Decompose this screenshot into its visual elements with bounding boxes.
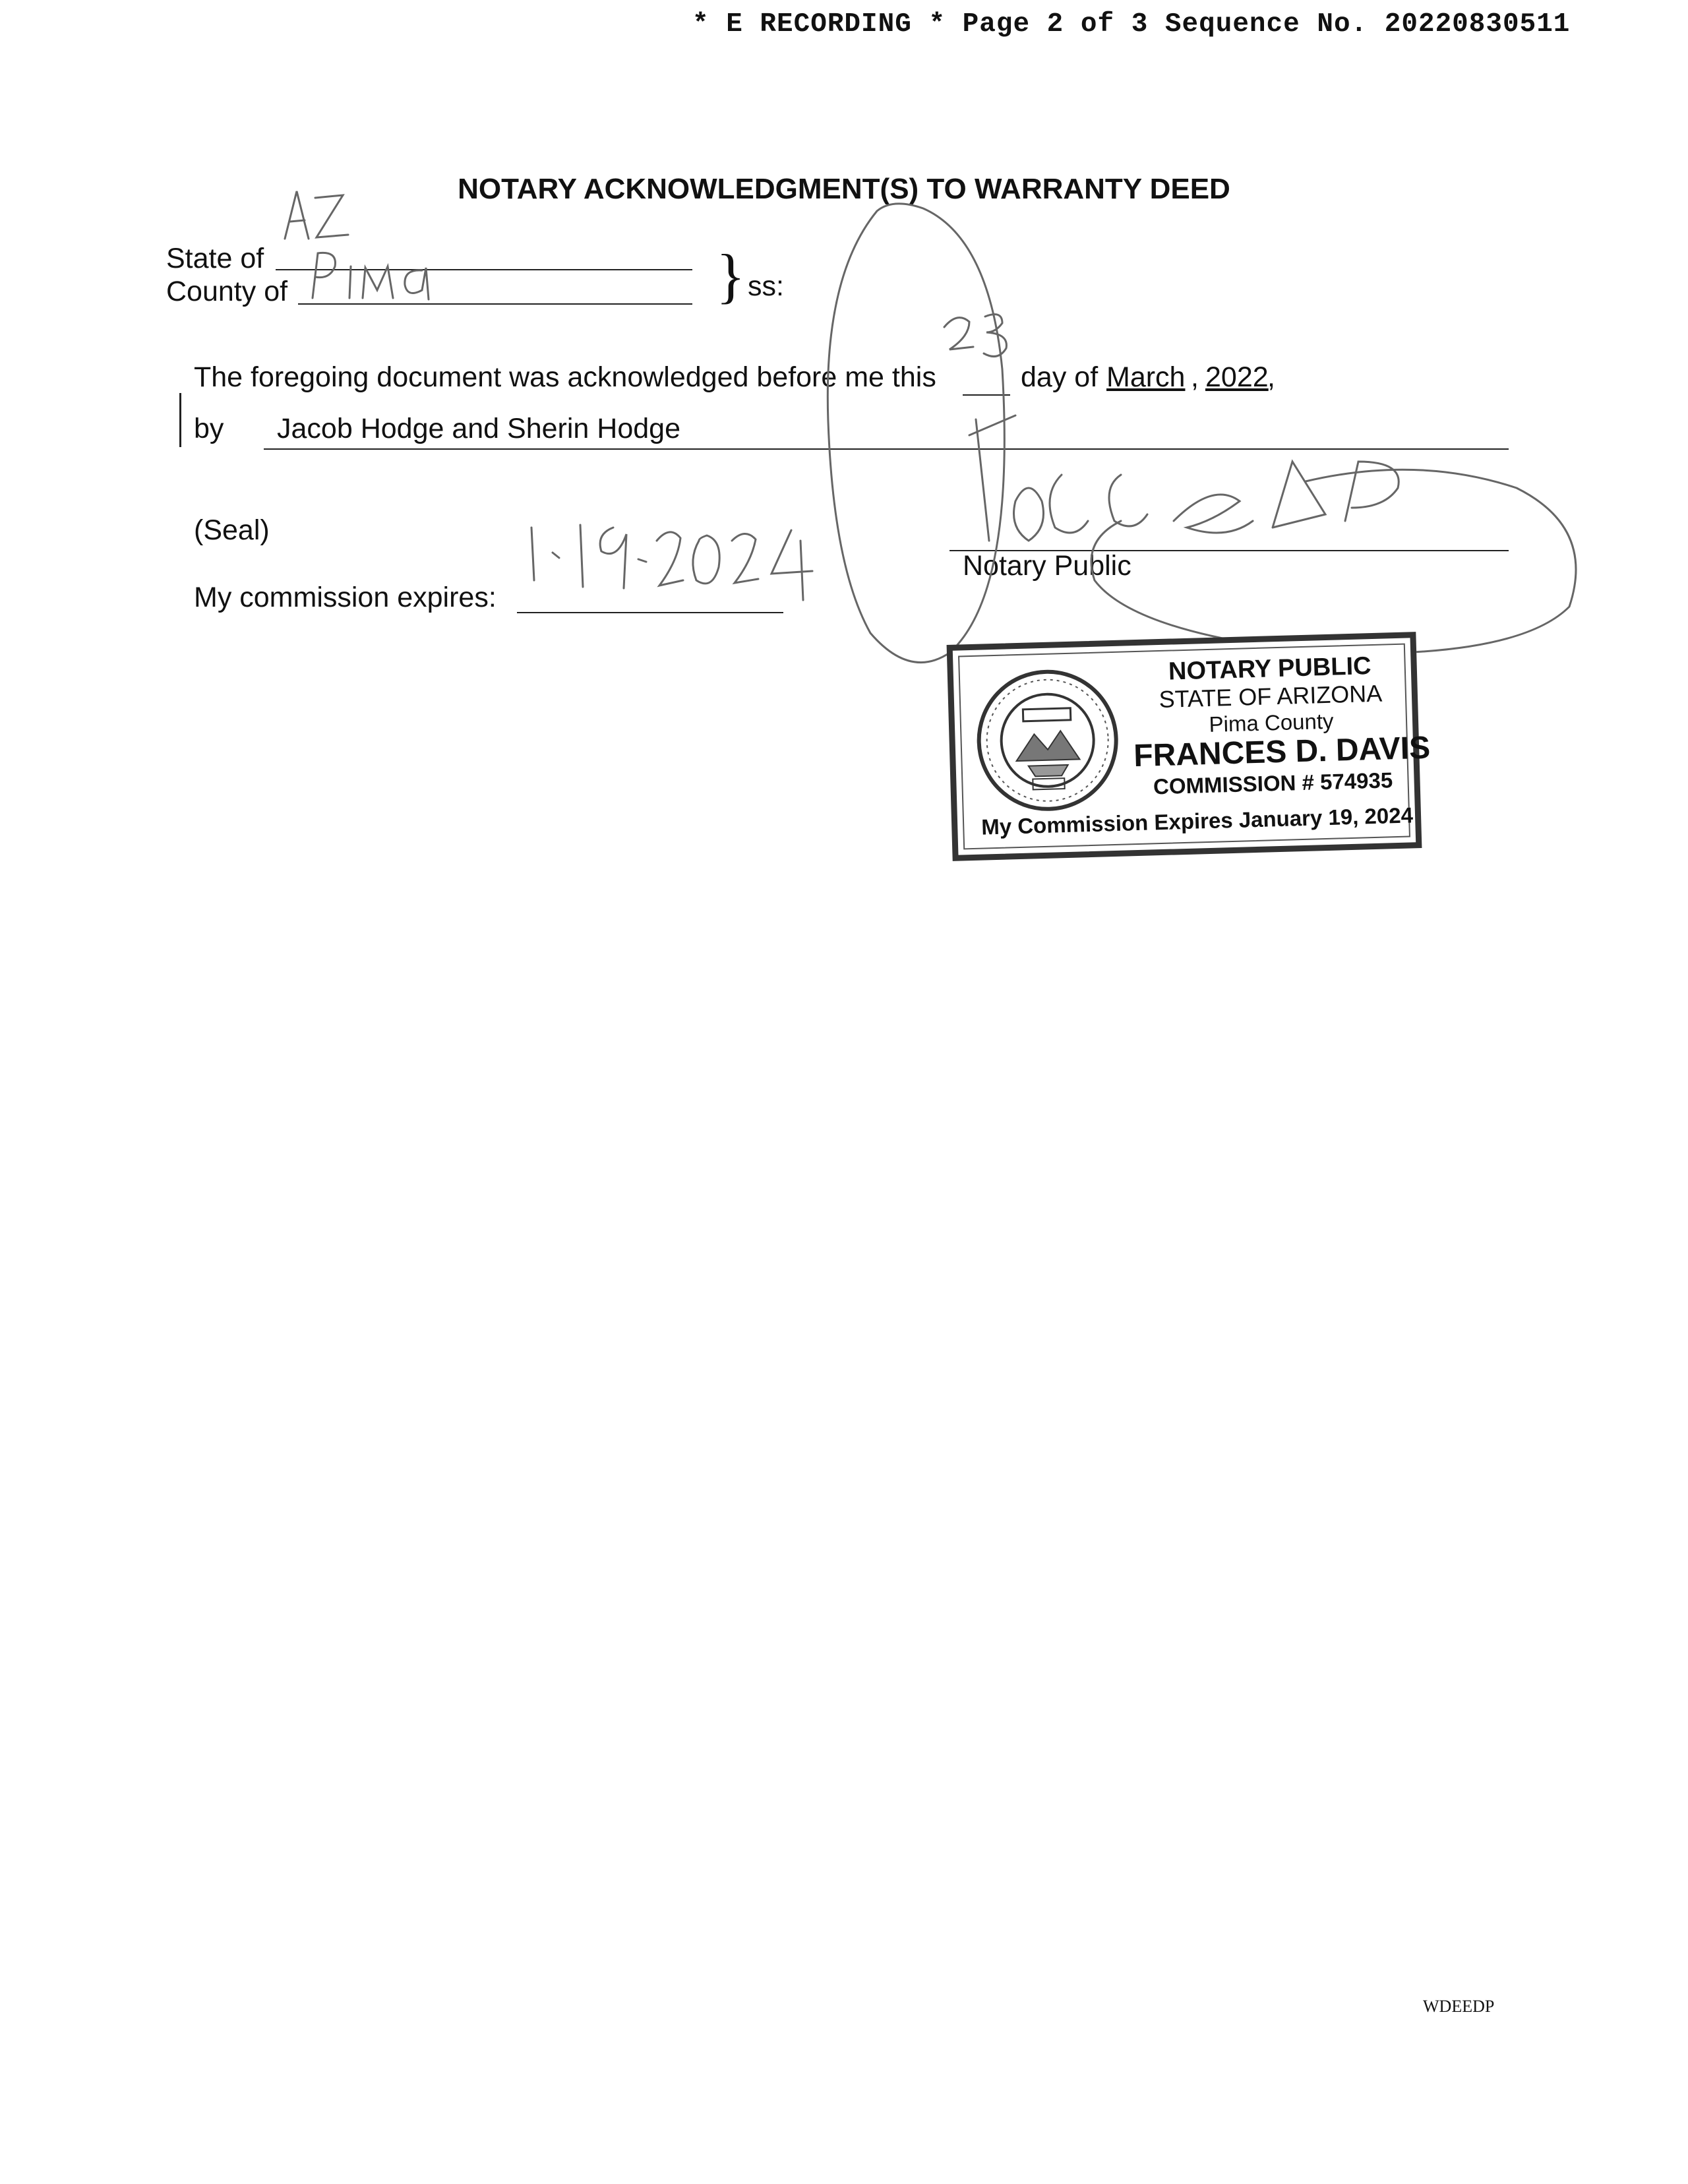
by-line — [264, 448, 1509, 450]
commission-line — [517, 612, 783, 613]
stamp-line-state: STATE OF ARIZONA — [1159, 679, 1383, 713]
seal-label: (Seal) — [194, 514, 270, 546]
county-label: County of — [166, 276, 288, 307]
stamp-line-commission: COMMISSION # 574935 — [1153, 768, 1393, 799]
form-code: WDEEDP — [1423, 1997, 1495, 2016]
handwriting-notary-signature — [969, 415, 1015, 541]
handwriting-commission-date — [531, 528, 534, 580]
stamp-line-name: FRANCES D. DAVIS — [1133, 730, 1431, 774]
document-title: NOTARY ACKNOWLEDGMENT(S) TO WARRANTY DEED — [458, 173, 1230, 205]
handwriting-day-23 — [944, 318, 973, 349]
day-line — [963, 394, 1010, 396]
stamp-line-county: Pima County — [1209, 708, 1334, 737]
ss-label: ss: — [748, 270, 784, 302]
arizona-great-seal-icon — [973, 666, 1122, 815]
state-label: State of — [166, 243, 264, 274]
year-value: 2022 — [1205, 361, 1269, 393]
comma-2: , — [1267, 361, 1275, 393]
month-value: March — [1106, 361, 1186, 393]
comma-1: , — [1191, 361, 1199, 393]
day-of-label: day of — [1021, 361, 1099, 393]
notary-public-label: Notary Public — [963, 550, 1131, 582]
stamp-line-expires: My Commission Expires January 19, 2024 — [980, 803, 1414, 839]
county-line — [298, 303, 692, 305]
margin-bar — [179, 393, 181, 447]
handwriting-county-pima — [313, 253, 335, 298]
state-line — [276, 269, 692, 270]
commission-label: My commission expires: — [194, 582, 497, 613]
parties-value: Jacob Hodge and Sherin Hodge — [277, 413, 680, 444]
by-label: by — [194, 413, 224, 444]
brace-symbol: } — [716, 242, 746, 309]
notary-stamp — [947, 632, 1431, 861]
acknowledgment-text: The foregoing document was acknowledged before me this — [194, 361, 936, 393]
stamp-line-notary-public: NOTARY PUBLIC — [1168, 652, 1372, 686]
recording-header: * E RECORDING * Page 2 of 3 Sequence No. 20220830511 — [692, 9, 1571, 40]
